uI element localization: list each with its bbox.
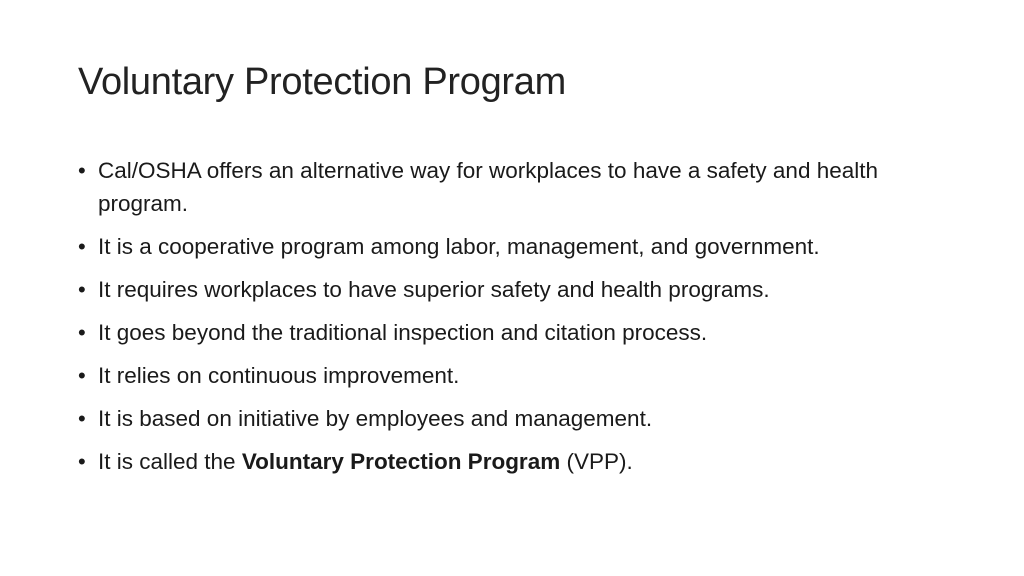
bullet-dot-icon: • (78, 363, 86, 388)
bullet-item-vpp (78, 445, 958, 478)
bullet-text: It requires workplaces to have superior safety and health programs. (98, 277, 770, 302)
bullet-dot-icon: • (78, 449, 86, 474)
bullet-dot-icon: • (78, 158, 86, 183)
bullet-text: Cal/OSHA offers an alternative way for workplaces to have a safety and health program. (98, 158, 879, 216)
bullet-item (78, 316, 958, 349)
bullet-item (78, 273, 958, 306)
bullet-item (78, 359, 958, 392)
bullet-item (78, 402, 958, 435)
bullet-item (78, 230, 958, 263)
bullet-text: It is based on initiative by employees and management. (98, 406, 653, 431)
bullet-dot-icon: • (78, 406, 86, 431)
bullet-dot-icon: • (78, 277, 86, 302)
bullet-dot-icon: • (78, 320, 86, 345)
bullet-text-suffix: (VPP). (560, 449, 633, 474)
bullet-dot-icon: • (78, 234, 86, 259)
bullet-text: It is a cooperative program among labor, management, and government. (98, 234, 820, 259)
bullet-text: It relies on continuous improvement. (98, 363, 460, 388)
bullet-text: It goes beyond the traditional inspection and citation process. (98, 320, 708, 345)
bullet-item (78, 154, 958, 220)
bullet-list (78, 154, 958, 488)
bullet-text-prefix: It is called the (98, 449, 242, 474)
slide-title: Voluntary Protection Program (78, 61, 566, 103)
program-name-bold: Voluntary Protection Program (241, 449, 561, 474)
